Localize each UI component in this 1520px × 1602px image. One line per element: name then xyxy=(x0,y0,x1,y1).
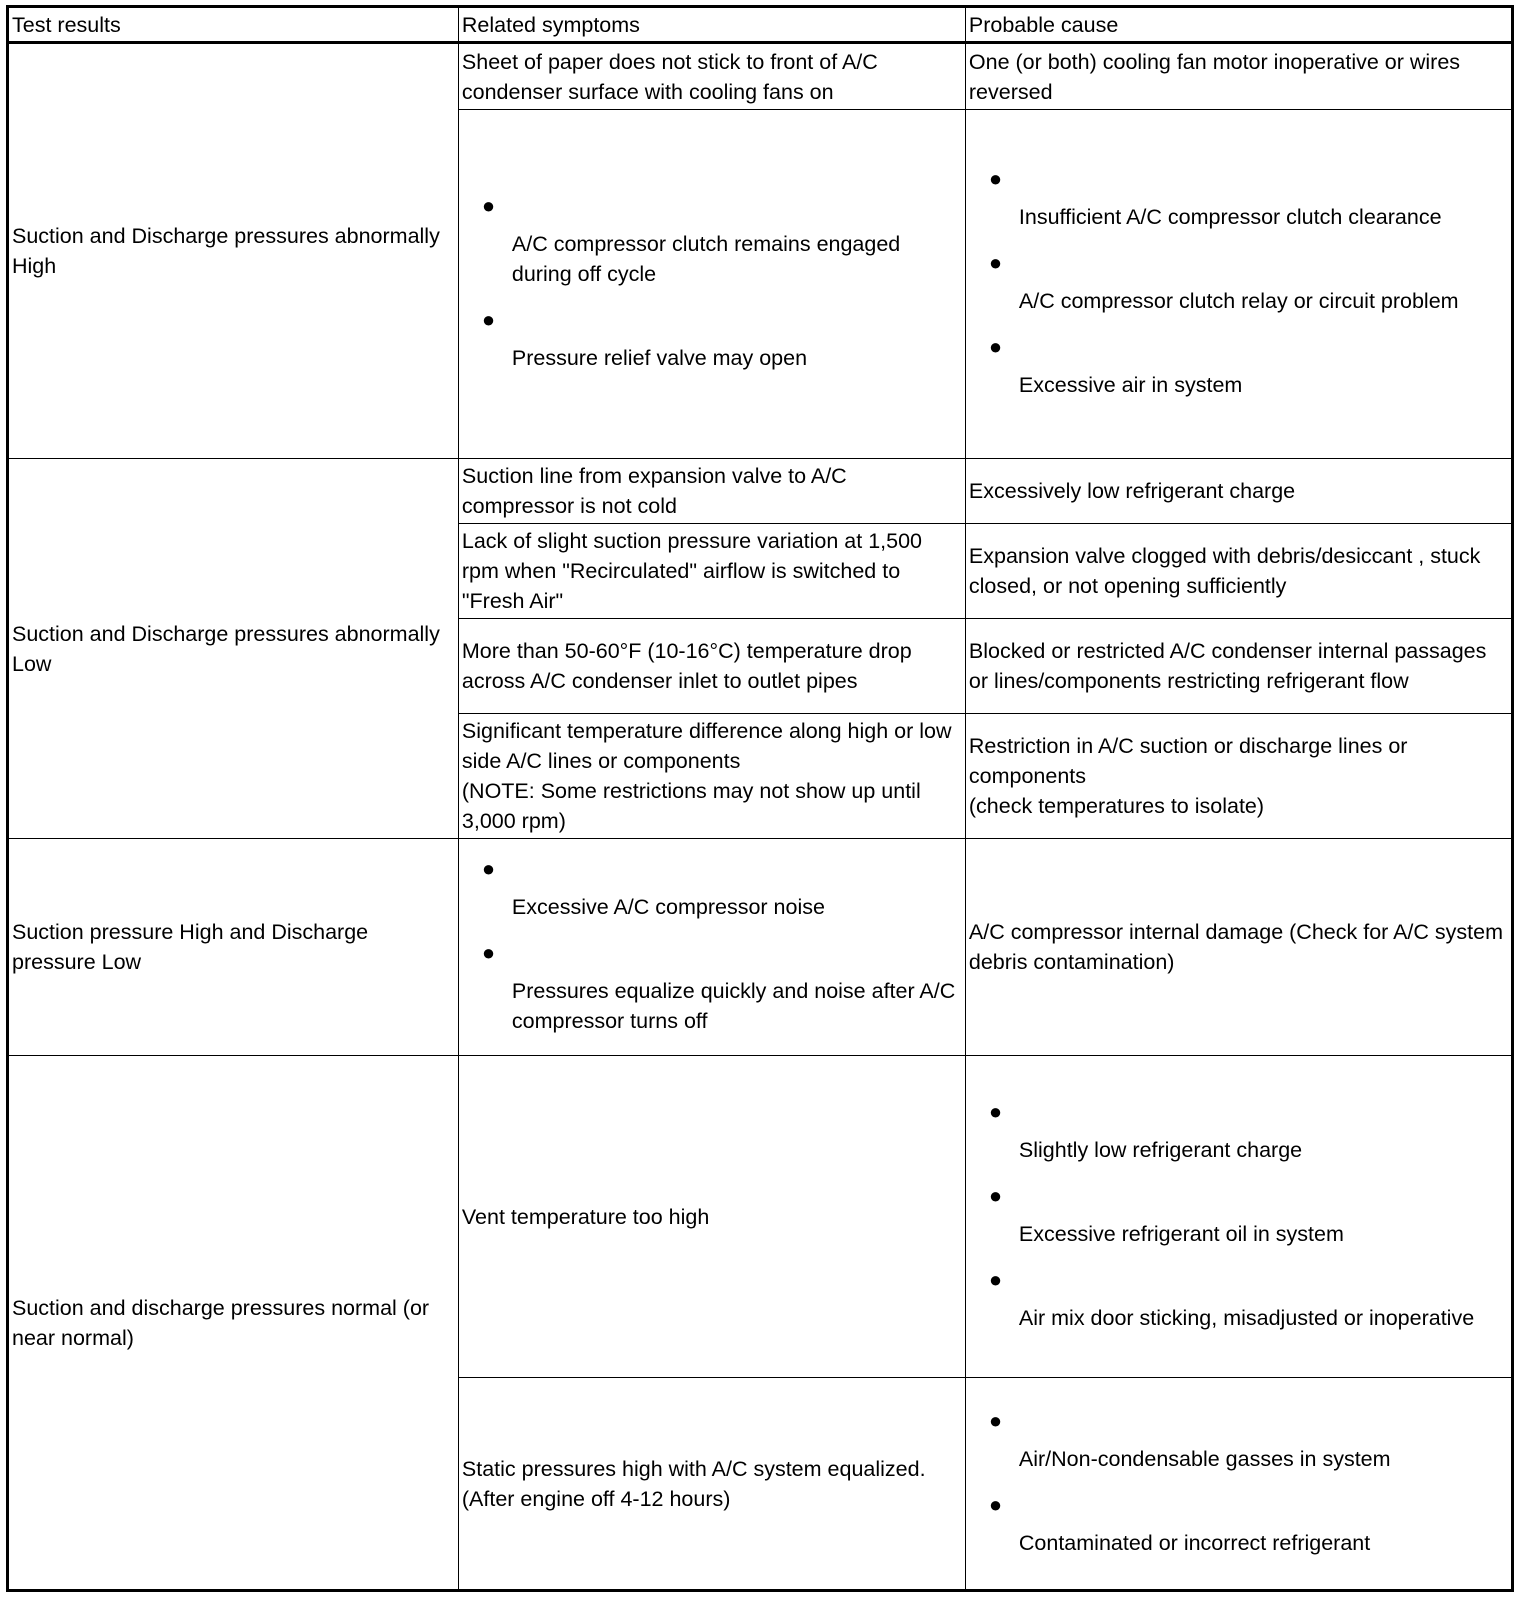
list-item xyxy=(988,1098,1502,1165)
list-item-text: Excessive A/C compressor noise xyxy=(511,895,825,919)
bullet-list xyxy=(462,195,962,373)
cause-line: Restriction in A/C suction or discharge lines or components xyxy=(968,734,1408,788)
symptom-note: (NOTE: Some restrictions may not show up until 3,000 rpm) xyxy=(461,779,921,833)
cause-cell: Excessively low refrigerant charge xyxy=(965,459,1512,524)
symptom-note: (After engine off 4-12 hours) xyxy=(461,1486,731,1511)
bullet-icon: ● xyxy=(988,1491,1003,1517)
cause-cell xyxy=(965,110,1512,459)
bullet-icon: ● xyxy=(988,1098,1003,1124)
bullet-icon: ● xyxy=(988,334,1003,359)
bullet-icon: ● xyxy=(988,250,1003,275)
symptom-cell xyxy=(458,839,965,1056)
bullet-icon: ● xyxy=(481,940,496,965)
list-item xyxy=(482,195,956,289)
bullet-icon: ● xyxy=(988,1182,1003,1208)
bullet-icon: ● xyxy=(481,193,496,218)
list-item-text: Contaminated or incorrect refrigerant xyxy=(1018,1530,1371,1555)
list-item-text: Pressures equalize quickly and noise after A/C compressor turns off xyxy=(511,979,956,1033)
symptom-cell: Lack of slight suction pressure variation at 1,500 rpm when "Recirculated" airflow is switched to "Fresh Air" xyxy=(458,524,965,619)
bullet-list xyxy=(969,1407,1508,1558)
bullet-list xyxy=(969,168,1508,400)
list-item xyxy=(482,309,956,373)
list-item-text: Air/Non-condensable gasses in system xyxy=(1018,1446,1391,1471)
header-probable-cause: Probable cause xyxy=(965,7,1512,43)
table-row xyxy=(8,459,1513,524)
symptom-cell xyxy=(458,714,965,839)
list-item-text: Pressure relief valve may open xyxy=(511,346,808,370)
header-row xyxy=(8,7,1513,43)
bullet-list xyxy=(462,858,962,1036)
list-item-text: A/C compressor clutch relay or circuit problem xyxy=(1018,289,1459,313)
table-row xyxy=(8,1056,1513,1378)
bullet-icon: ● xyxy=(988,1407,1003,1433)
list-item-text: Insufficient A/C compressor clutch clearance xyxy=(1018,205,1442,229)
table-row xyxy=(8,839,1513,1056)
bullet-icon: ● xyxy=(481,856,496,881)
symptom-cell: Vent temperature too high xyxy=(458,1056,965,1378)
bullet-icon: ● xyxy=(988,1266,1003,1292)
table-row xyxy=(8,43,1513,110)
list-item-text: A/C compressor clutch remains engaged during off cycle xyxy=(511,232,901,286)
test-result-cell: Suction and Discharge pressures abnormally Low xyxy=(8,459,459,839)
list-item xyxy=(482,942,956,1036)
symptom-cell xyxy=(458,110,965,459)
symptom-cell: Sheet of paper does not stick to front of A/C condenser surface with cooling fans on xyxy=(458,43,965,110)
cause-note: (check temperatures to isolate) xyxy=(968,794,1265,818)
list-item xyxy=(988,1182,1502,1249)
list-item xyxy=(989,168,1502,232)
test-result-cell: Suction and discharge pressures normal (or near normal) xyxy=(8,1056,459,1591)
list-item xyxy=(989,252,1502,316)
list-item-text: Excessive refrigerant oil in system xyxy=(1018,1221,1344,1246)
symptom-line: Static pressures high with A/C system equalized. xyxy=(461,1456,926,1481)
list-item xyxy=(988,1266,1502,1333)
list-item-text: Slightly low refrigerant charge xyxy=(1018,1137,1303,1162)
list-item xyxy=(988,1407,1502,1474)
list-item xyxy=(989,336,1502,400)
cause-cell: Blocked or restricted A/C condenser internal passages or lines/components restricting refrigerant flow xyxy=(965,619,1512,714)
list-item-text: Air mix door sticking, misadjusted or inoperative xyxy=(1018,1305,1475,1330)
list-item xyxy=(482,858,956,922)
cause-cell: Expansion valve clogged with debris/desiccant , stuck closed, or not opening sufficiently xyxy=(965,524,1512,619)
symptom-cell: More than 50-60°F (10-16°C) temperature drop across A/C condenser inlet to outlet pipes xyxy=(458,619,965,714)
cause-cell xyxy=(965,714,1512,839)
bullet-icon: ● xyxy=(481,307,496,332)
test-result-cell: Suction and Discharge pressures abnormally High xyxy=(8,43,459,459)
symptom-line: Significant temperature difference along high or low side A/C lines or components xyxy=(461,719,952,773)
symptom-cell: Suction line from expansion valve to A/C compressor is not cold xyxy=(458,459,965,524)
cause-cell xyxy=(965,1056,1512,1378)
test-result-cell: Suction pressure High and Discharge pressure Low xyxy=(8,839,459,1056)
header-test-results: Test results xyxy=(8,7,459,43)
bullet-list xyxy=(969,1098,1508,1333)
cause-cell: One (or both) cooling fan motor inoperative or wires reversed xyxy=(965,43,1512,110)
list-item-text: Excessive air in system xyxy=(1018,373,1243,397)
list-item xyxy=(988,1491,1502,1558)
cause-cell xyxy=(965,1378,1512,1591)
bullet-icon: ● xyxy=(988,166,1003,191)
diagnosis-table xyxy=(6,5,1514,1592)
cause-cell: A/C compressor internal damage (Check for A/C system debris contamination) xyxy=(965,839,1512,1056)
symptom-cell xyxy=(458,1378,965,1591)
header-related-symptoms: Related symptoms xyxy=(458,7,965,43)
